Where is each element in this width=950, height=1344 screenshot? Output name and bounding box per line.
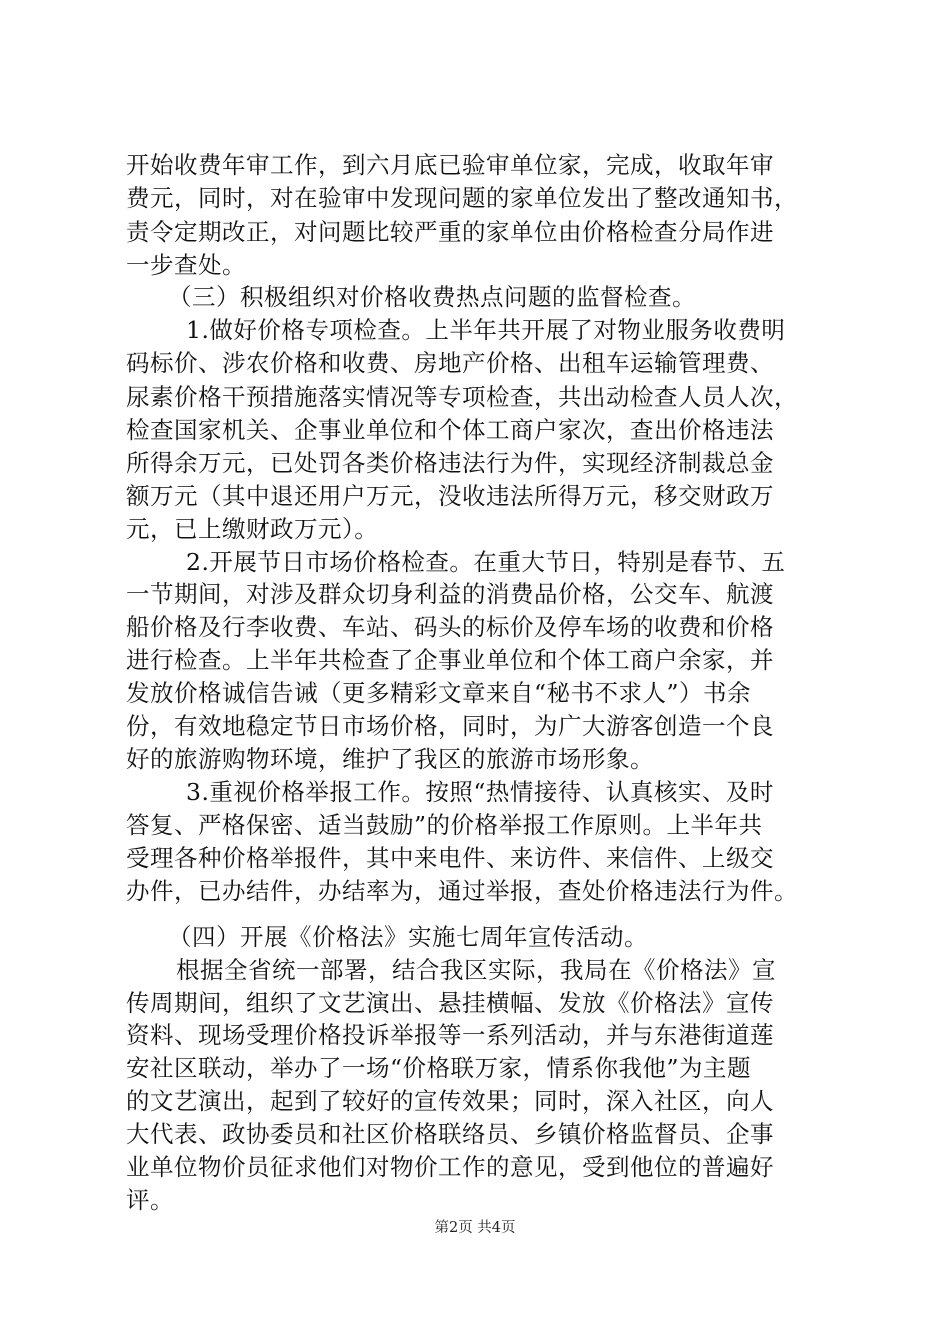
body-text-line: 安社区联动，举办了一场“价格联万家，情系你我他”为主题 bbox=[126, 1054, 752, 1082]
body-text-line: 答复、严格保密、适当鼓励”的价格举报工作原则。上半年共 bbox=[126, 811, 763, 839]
body-text-line: 所得余万元，已处罚各类价格违法行为件，实现经济制裁总金 bbox=[126, 449, 774, 477]
body-text-line: 受理各种价格举报件，其中来电件、来访件、来信件、上级交 bbox=[126, 844, 774, 872]
body-text-line: 费元，同时，对在验审中发现问题的家单位发出了整改通知书， bbox=[126, 184, 798, 212]
body-text-line: 开始收费年审工作，到六月底已验审单位家，完成，收取年审 bbox=[126, 151, 774, 179]
body-text-line: 额万元（其中退还用户万元，没收违法所得万元，移交财政万 bbox=[126, 482, 774, 510]
body-text-line: 发放价格诚信告诫（更多精彩文章来自“秘书不求人”）书余 bbox=[126, 679, 752, 707]
body-text-line: 一节期间，对涉及群众切身利益的消费品价格，公交车、航渡 bbox=[126, 580, 774, 608]
body-text-line: 责令定期改正，对问题比较严重的家单位由价格检查分局作进 bbox=[126, 218, 774, 246]
body-text-line: 进行检查。上半年共检查了企事业单位和个体工商户余家，并 bbox=[126, 646, 774, 674]
body-text-line: 的文艺演出，起到了较好的宣传效果；同时，深入社区，向人 bbox=[126, 1087, 774, 1115]
body-text-line: 传周期间，组织了文艺演出、悬挂横幅、发放《价格法》宣传 bbox=[126, 989, 774, 1017]
body-text-line: 3.重视价格举报工作。按照“热情接待、认真核实、及时 bbox=[186, 778, 774, 806]
body-text-line: 尿素价格干预措施落实情况等专项检查，共出动检查人员人次， bbox=[126, 383, 798, 411]
body-text-line: 办件，已办结件，办结率为，通过举报，查处价格违法行为件。 bbox=[126, 877, 798, 905]
page-number-footer: 第2页 共4页 bbox=[434, 1220, 516, 1236]
body-text-line: 1.做好价格专项检查。上半年共开展了对物业服务收费明 bbox=[186, 316, 786, 344]
body-text-line: 2.开展节日市场价格检查。在重大节日，特别是春节、五 bbox=[186, 548, 786, 576]
body-text-line: 码标价、涉农价格和收费、房地产价格、出租车运输管理费、 bbox=[126, 349, 774, 377]
body-text-line: 船价格及行李收费、车站、码头的标价及停车场的收费和价格 bbox=[126, 613, 774, 641]
body-text-line: 份，有效地稳定节日市场价格，同时，为广大游客创造一个良 bbox=[126, 712, 774, 740]
body-text-line: 资料、现场受理价格投诉举报等一系列活动，并与东港街道莲 bbox=[126, 1021, 774, 1049]
body-text-line: 一步查处。 bbox=[126, 251, 246, 279]
section-heading: （四）开展《价格法》实施七周年宣传活动。 bbox=[168, 923, 648, 951]
body-text-line: 好的旅游购物环境，维护了我区的旅游市场形象。 bbox=[126, 745, 654, 773]
body-text-line: 大代表、政协委员和社区价格联络员、乡镇价格监督员、企事 bbox=[126, 1120, 774, 1148]
body-text-line: 检查国家机关、企事业单位和个体工商户家次，查出价格违法 bbox=[126, 416, 774, 444]
body-text-line: 元，已上缴财政万元）。 bbox=[126, 515, 379, 543]
body-text-line: 评。 bbox=[126, 1186, 174, 1214]
body-text-line: 根据全省统一部署，结合我区实际，我局在《价格法》宣 bbox=[176, 956, 776, 984]
body-text-line: 业单位物价员征求他们对物价工作的意见，受到他位的普遍好 bbox=[126, 1153, 774, 1181]
section-heading: （三）积极组织对价格收费热点问题的监督检查。 bbox=[168, 283, 696, 311]
